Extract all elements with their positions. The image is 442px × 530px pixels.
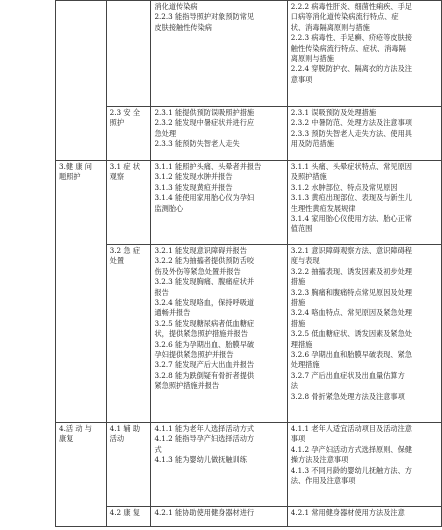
table-row: [56, 507, 442, 527]
table-row: [56, 1, 442, 107]
table-row: [56, 245, 442, 423]
table-row: [56, 107, 442, 161]
table-row: [56, 423, 442, 507]
knowledge-cell: 4.1.1 老年人适宜活动项目及活动注意 事项 4.1.2 孕产妇活动方式选择原则、保健 操方法及注意事项 4.1.3 不同月龄的婴幼儿抚触方法、方 法、作用及注意事项: [287, 423, 441, 507]
table-row: [56, 161, 442, 245]
training-content-table: [55, 0, 442, 527]
unit-cell: 2.3 安 全 照护: [106, 107, 151, 161]
knowledge-cell: 4.2.1 常用健身器材使用方法及注意: [287, 507, 441, 527]
knowledge-cell: 2.2.2 病毒性肝炎、细菌性痢疾、手足 口病等消化道传染病流行特点、症 状、消毒隔离原则与措施 2.2.3 病毒性、手足癣、疥疮等皮肤接 触性传染病流行特点、症状、消毒隔 离原则与措施 2.2.4 穿脱防护衣、隔离衣的方法及注 意事项: [287, 1, 441, 107]
category-cell: 4.活 动 与 康复: [56, 423, 107, 527]
unit-cell: 4.1 辅 助 活动: [106, 423, 151, 507]
knowledge-cell: 3.1.1 头痛、头晕症状特点、常见原因 及照护措施 3.1.2 水肿部位、特点及常见原因 3.1.3 黄疸出现部位、表现及与新生儿 生理性黄疸发展规律 3.1.4 家用胎心仪使用方法、胎心正常 值范围: [287, 161, 441, 245]
category-cell: 3.健 康 问 题照护: [56, 161, 107, 423]
unit-cell: [106, 1, 151, 107]
category-cell: [56, 1, 107, 161]
unit-cell: 3.2 急 症 处置: [106, 245, 151, 423]
skill-cell: 4.1.1 能为老年人选择活动方式 4.1.2 能指导孕产妇选择活动方 式 4.1.3 能为婴幼儿做抚触训练: [151, 423, 287, 507]
unit-cell: 4.2 康 复: [106, 507, 151, 527]
skill-cell: 2.3.1 能提供预防误吸照护措施 2.3.2 能发现中暑症状并进行应 急处理 2.3.3 能预防失智老人走失: [151, 107, 287, 161]
skill-cell: 3.2.1 能发现意识障碍并报告 3.2.2 能为抽搐者提供预防舌咬 伤及外伤等紧急处置并报告 3.2.3 能发现胸痛、腹痛症状并 报告 3.2.4 能发现咯血，保持呼吸道 通畅并报告 3.2.5 能发现糖尿病者低血糖症 状，提供紧急照护措施并报告 3.2.6 能为孕期出血、胎膜早破 孕妇提供紧急照护并报告 3.2.7 能发现产后大出血并报告 3.2.8 能为跌倒疑有骨折者提供 紧急照护措施并报告: [151, 245, 287, 423]
unit-cell: 3.1 症 状 观察: [106, 161, 151, 245]
skill-cell: 4.2.1 能协助使用健身器材进行: [151, 507, 287, 527]
knowledge-cell: 2.3.1 误吸预防及处理措施 2.3.2 中暑防范、处理方法及注意事项 2.3.3 预防失智老人走失方法、使用具 用及防范措施: [287, 107, 441, 161]
skill-cell: 消化道传染病 2.2.3 能指导照护对象预防常见 皮肤接触性传染病: [151, 1, 287, 107]
knowledge-cell: 3.2.1 意识障碍观察方法、意识障碍程 度与表现 3.2.2 抽搐表现、诱发因素及初步处理 措施 3.2.3 胸痛和腹痛特点常见原因及处理 措施 3.2.4 咯血特点、常见原因及紧急处理 措施 3.2.5 低血糖症状、诱发因素及紧急处 理措施 3.2.6 孕期出血和胎膜早破表现、紧急 处理措施 3.2.7 产后出血症状及出血量估算方 法 3.2.8 骨折紧急处理方法及注意事项: [287, 245, 441, 423]
skill-cell: 3.1.1 能照护头痛、头晕者并报告 3.1.2 能发现水肿并报告 3.1.3 能发现黄疸并报告 3.1.4 能使用家用胎心仪为孕妇 监测胎心: [151, 161, 287, 245]
